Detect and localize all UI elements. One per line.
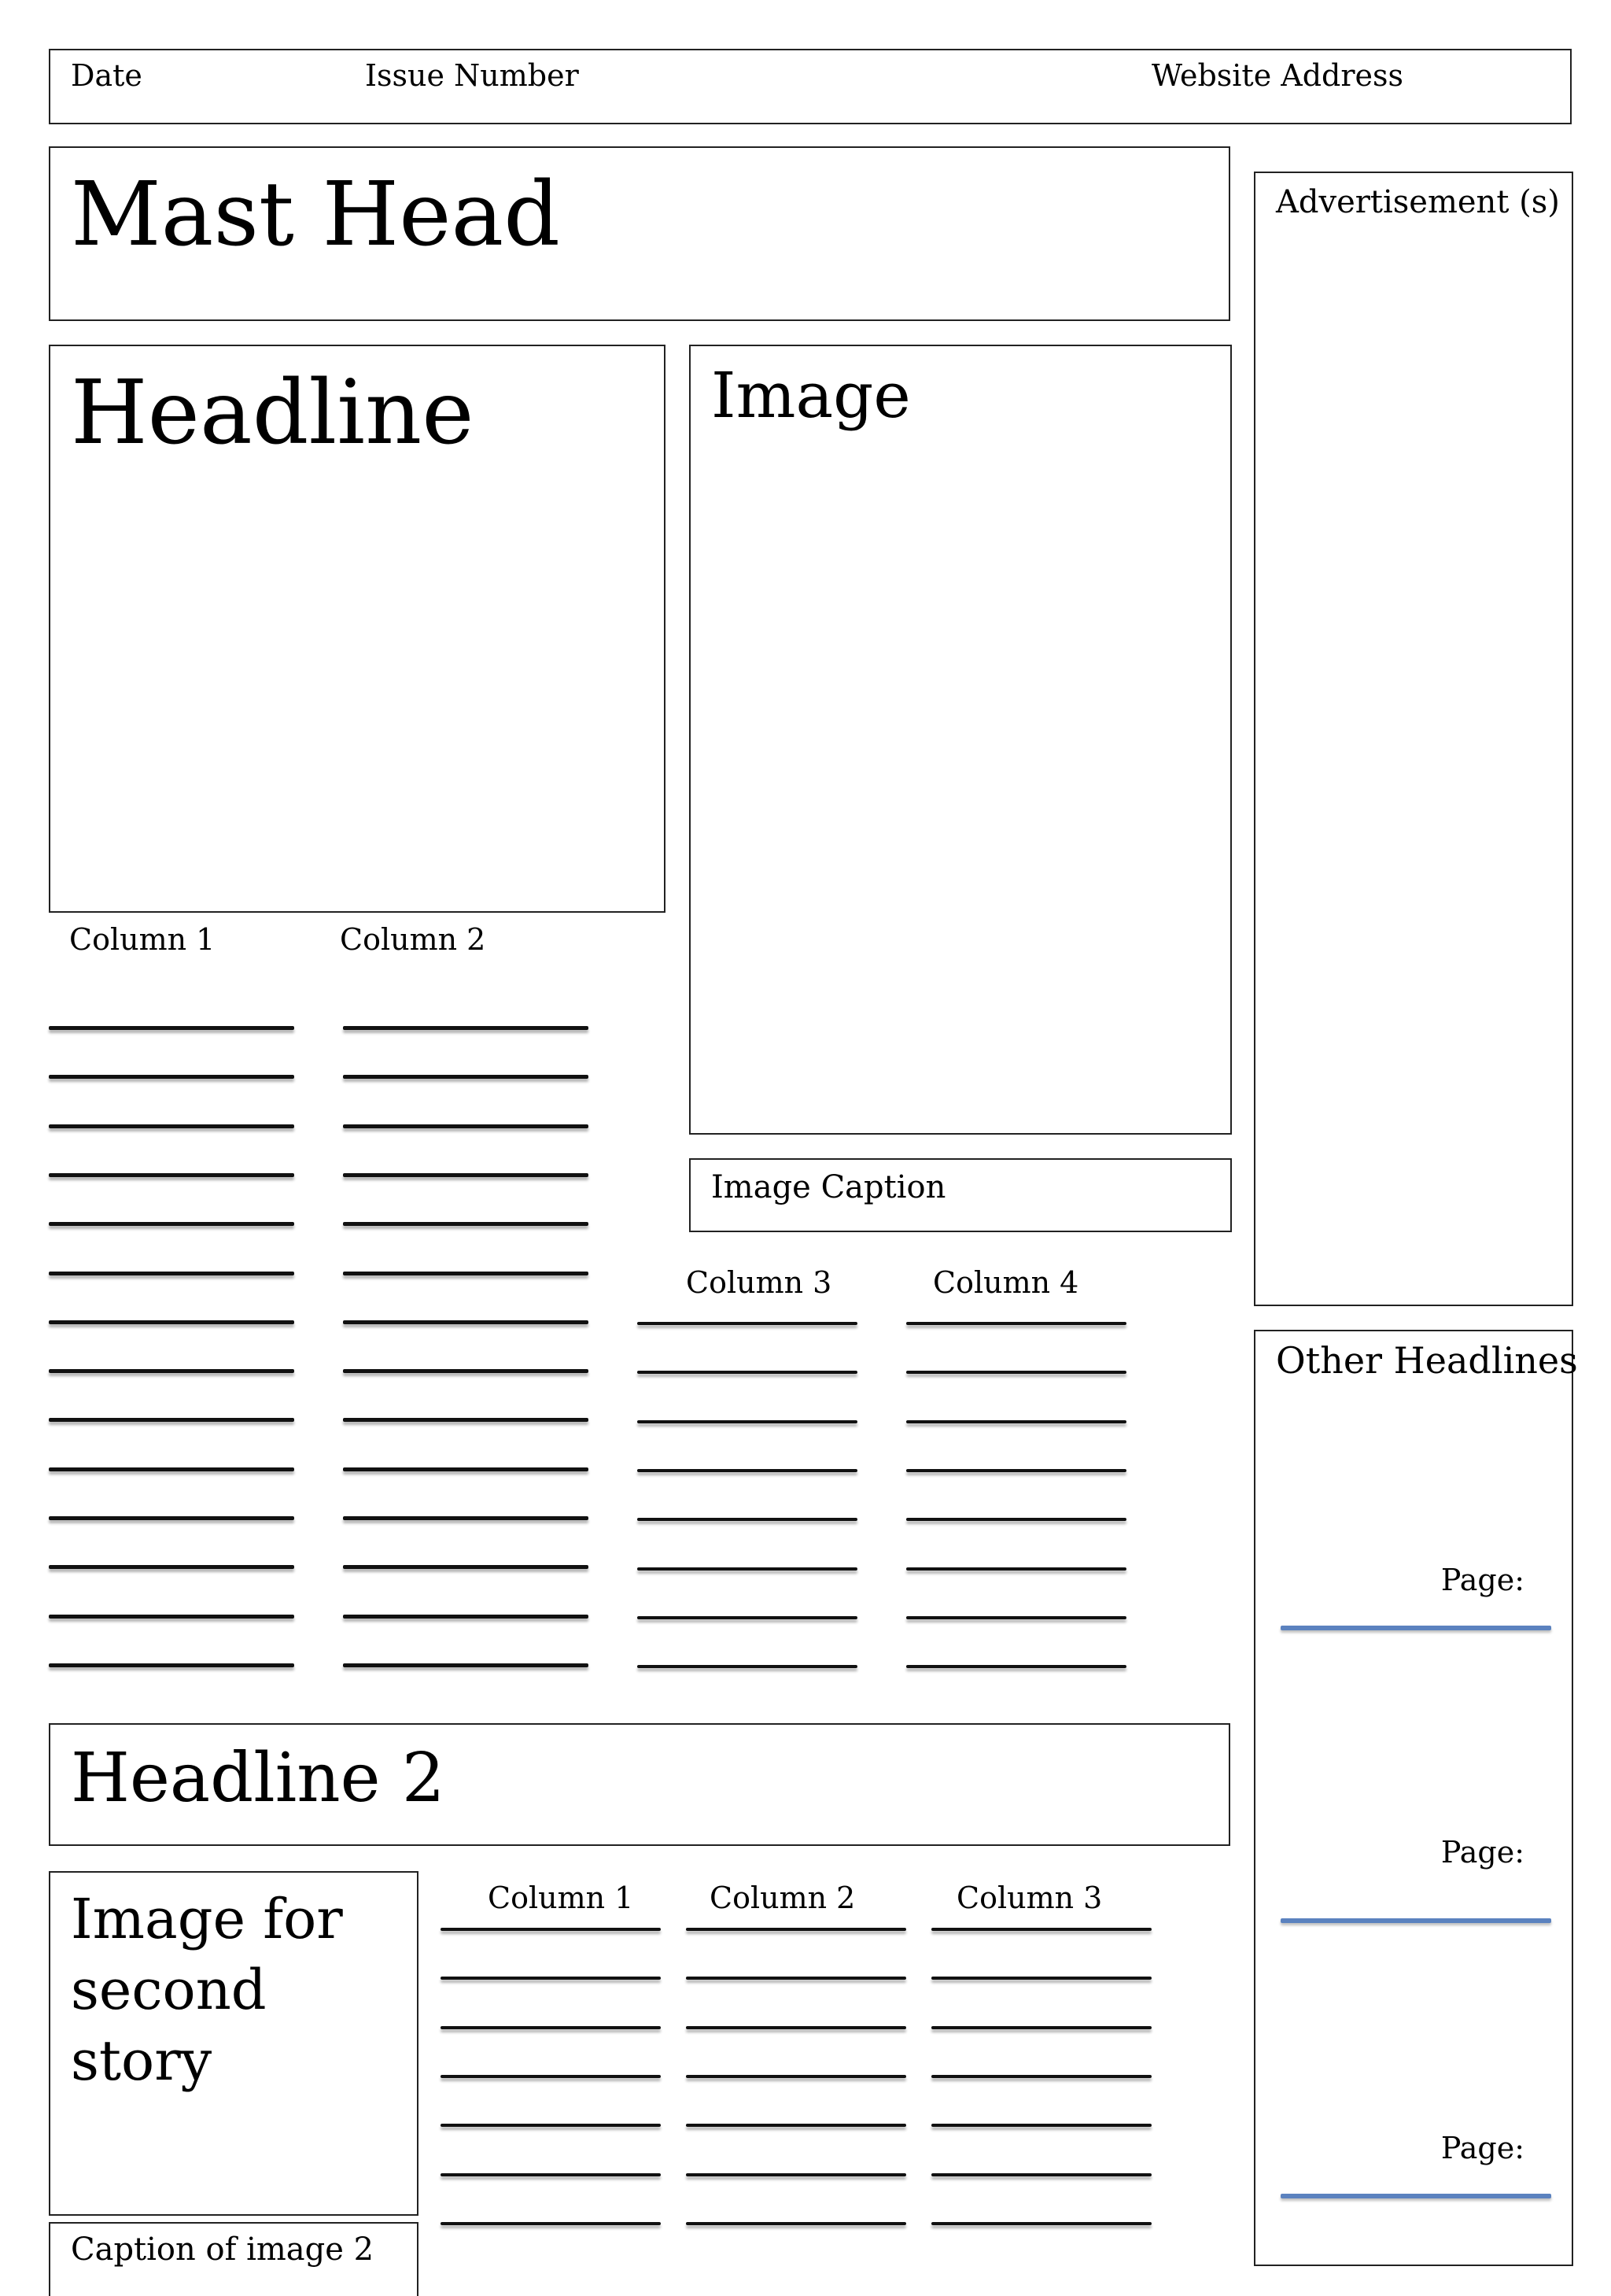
column-3-line xyxy=(637,1420,857,1423)
story2-column-3-line xyxy=(931,2124,1152,2127)
column-3-line xyxy=(637,1469,857,1472)
masthead-box xyxy=(49,146,1230,321)
second-story-caption-label: Caption of image 2 xyxy=(71,2231,374,2268)
other-headlines-box xyxy=(1254,1330,1578,2266)
story2-column-1-line xyxy=(441,2075,661,2078)
story2-column-1-line xyxy=(441,2026,661,2029)
column-1-line xyxy=(49,1615,294,1619)
column-2-line xyxy=(343,1026,588,1030)
page-line-3 xyxy=(1281,2194,1551,2198)
image-caption-label: Image Caption xyxy=(711,1169,946,1205)
page-label-1: Page: xyxy=(1440,1563,1524,1597)
headline-box xyxy=(49,345,665,913)
column-3-label: Column 3 xyxy=(686,1265,832,1300)
column-1-line xyxy=(49,1222,294,1226)
column-1-line xyxy=(49,1663,294,1667)
column-1-line xyxy=(49,1124,294,1128)
column-2-line xyxy=(343,1615,588,1619)
headline-2-box xyxy=(49,1723,1230,1846)
website-address-label: Website Address xyxy=(1152,58,1404,93)
story2-column-3-line xyxy=(931,2026,1152,2029)
column-1-line xyxy=(49,1565,294,1569)
story2-column-1-label: Column 1 xyxy=(488,1881,634,1915)
column-1-line xyxy=(49,1320,294,1324)
column-1-line xyxy=(49,1075,294,1079)
column-4-label: Column 4 xyxy=(933,1265,1079,1300)
story2-column-1-line xyxy=(441,2173,661,2176)
second-story-image-placeholder xyxy=(49,1871,418,2216)
advertisement-label: Advertisement (s) xyxy=(1276,184,1560,220)
column-2-line xyxy=(343,1418,588,1422)
top-info-bar xyxy=(49,49,1572,124)
column-3-line xyxy=(637,1567,857,1571)
column-2-line xyxy=(343,1320,588,1324)
story2-column-3-line xyxy=(931,1928,1152,1931)
story2-column-2-line xyxy=(686,2124,906,2127)
story2-column-2-line xyxy=(686,2173,906,2176)
column-3-line xyxy=(637,1616,857,1619)
page-line-1 xyxy=(1281,1626,1551,1630)
column-4-line xyxy=(906,1616,1126,1619)
masthead-title: Mast Head xyxy=(71,164,560,266)
other-headlines-title: Other Headlines xyxy=(1276,1339,1578,1382)
column-2-label: Column 2 xyxy=(340,922,486,957)
column-3-line xyxy=(637,1518,857,1521)
column-4-line xyxy=(906,1567,1126,1571)
story2-column-1-line xyxy=(441,2124,661,2127)
column-2-line xyxy=(343,1565,588,1569)
story2-column-1-line xyxy=(441,1977,661,1980)
column-4-line xyxy=(906,1371,1126,1374)
second-story-caption-box xyxy=(49,2222,418,2296)
column-1-line xyxy=(49,1516,294,1520)
story2-column-2-line xyxy=(686,2075,906,2078)
page-line-2 xyxy=(1281,1918,1551,1923)
column-2-line xyxy=(343,1075,588,1079)
column-2-line xyxy=(343,1663,588,1667)
headline-title: Headline xyxy=(71,362,474,464)
story2-column-1-line xyxy=(441,2222,661,2225)
story2-column-3-line xyxy=(931,2222,1152,2225)
column-1-line xyxy=(49,1026,294,1030)
column-2-line xyxy=(343,1369,588,1373)
image-label: Image xyxy=(711,359,911,432)
column-2-line xyxy=(343,1516,588,1520)
column-2-line xyxy=(343,1467,588,1471)
column-2-line xyxy=(343,1173,588,1177)
column-4-line xyxy=(906,1420,1126,1423)
story2-column-2-line xyxy=(686,2026,906,2029)
column-4-line xyxy=(906,1665,1126,1668)
story2-column-2-line xyxy=(686,2222,906,2225)
story2-column-3-line xyxy=(931,2173,1152,2176)
column-2-line xyxy=(343,1272,588,1275)
column-4-line xyxy=(906,1469,1126,1472)
story2-column-3-label: Column 3 xyxy=(957,1881,1103,1915)
page-label-3: Page: xyxy=(1440,2131,1524,2165)
story2-column-3-line xyxy=(931,2075,1152,2078)
advertisement-box xyxy=(1254,172,1573,1306)
story2-column-2-label: Column 2 xyxy=(710,1881,856,1915)
column-1-line xyxy=(49,1173,294,1177)
column-3-line xyxy=(637,1371,857,1374)
story2-column-1-line xyxy=(441,1928,661,1931)
column-1-line xyxy=(49,1369,294,1373)
headline-2-title: Headline 2 xyxy=(71,1739,445,1818)
image-placeholder xyxy=(689,345,1232,1135)
story2-column-3-line xyxy=(931,1977,1152,1980)
page-label-2: Page: xyxy=(1440,1835,1524,1870)
story2-column-2-line xyxy=(686,1928,906,1931)
second-story-image-label: Image for second story xyxy=(71,1887,343,2093)
column-4-line xyxy=(906,1518,1126,1521)
date-label: Date xyxy=(71,58,142,93)
column-2-line xyxy=(343,1124,588,1128)
column-1-line xyxy=(49,1467,294,1471)
column-3-line xyxy=(637,1665,857,1668)
column-1-line xyxy=(49,1418,294,1422)
issue-number-label: Issue Number xyxy=(365,58,579,93)
column-1-label: Column 1 xyxy=(69,922,216,957)
column-2-line xyxy=(343,1222,588,1226)
column-4-line xyxy=(906,1322,1126,1325)
story2-column-2-line xyxy=(686,1977,906,1980)
image-caption-box xyxy=(689,1158,1232,1232)
column-1-line xyxy=(49,1272,294,1275)
column-3-line xyxy=(637,1322,857,1325)
